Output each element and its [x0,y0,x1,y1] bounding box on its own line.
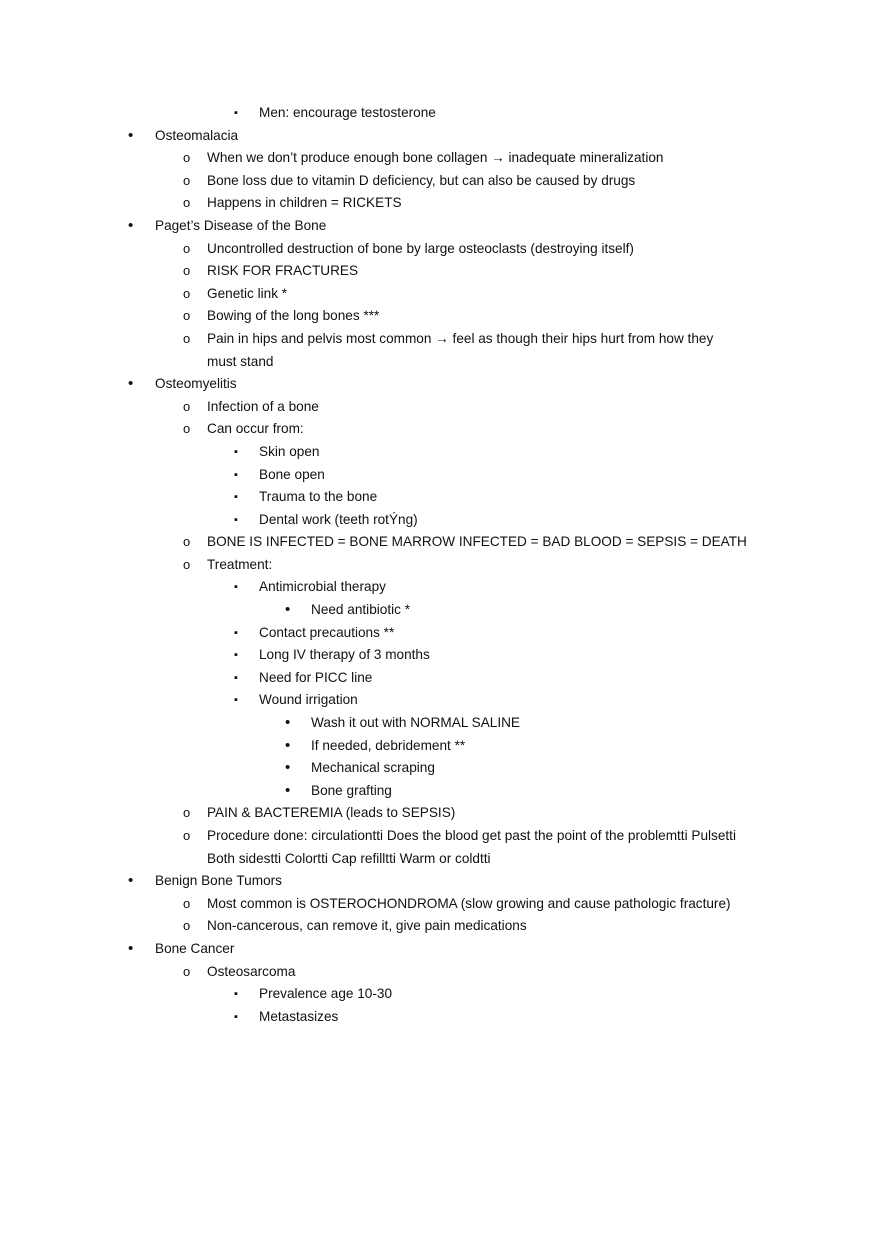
bullet-icon: ▪ [234,671,238,684]
list-item-line [0,283,880,306]
bullet-icon: • [128,216,134,234]
list-item-line [0,215,880,238]
bullet-icon: • [285,781,291,799]
list-item-line [0,486,880,509]
bullet-icon: ▪ [234,491,238,504]
list-item-line [0,735,880,758]
list-item-line [0,328,880,351]
list-item-text: Benign Bone Tumors [155,873,282,889]
list-item-line [0,531,880,554]
bullet-icon: o [183,308,191,324]
bullet-icon: o [183,534,191,550]
list-item-line [0,983,880,1006]
list-item-line [0,147,880,170]
list-item-text: Genetic link * [207,285,288,301]
list-item-line [0,848,880,871]
list-item-line [0,509,880,532]
list-item-line [0,554,880,577]
list-item-text: Osteosarcoma [207,963,296,979]
list-item-line [0,396,880,419]
list-item-line [0,780,880,803]
bullet-icon: o [183,240,191,256]
list-item-line [0,599,880,622]
bullet-icon: o [183,828,191,843]
list-item-line [0,802,880,825]
bullet-icon: o [183,285,191,301]
bullet-icon: ▪ [234,468,238,481]
list-item-text: BONE IS INFECTED = BONE MARROW INFECTED = BAD BLOOD = SEPSIS = DEATH [207,534,747,550]
bullet-icon: o [183,263,191,279]
list-item-text: Wash it out with NORMAL SALINE [311,715,521,731]
list-item-text: Most common is OSTEROCHONDROMA (slow growing and cause pathologic fracture) [207,895,731,911]
bullet-icon: • [128,375,134,393]
list-item-line [0,1006,880,1029]
list-item-text: Mechanical scraping [311,760,435,776]
bullet-icon: • [128,126,134,144]
list-item-text: Need for PICC line [259,669,373,685]
list-item-text: Bone open [259,466,325,482]
list-item-text: Bowing of the long bones *** [207,308,380,324]
list-item-line [0,938,880,961]
list-item-text: Procedure done: circulationtti Does the blood get past the point of the problemtti Pulsetti [207,828,736,843]
list-item-text: Prevalence age 10-30 [259,986,393,1002]
bullet-icon: o [183,805,191,821]
bullet-icon: • [128,872,134,890]
bullet-icon: o [183,918,191,934]
bullet-icon: o [183,330,191,346]
list-item-text: Wound irrigation [259,692,358,708]
bullet-icon: • [285,759,291,777]
bullet-icon: ▪ [234,1010,238,1023]
bullet-icon: o [183,421,191,437]
bullet-icon: • [285,736,291,754]
list-item-line [0,170,880,193]
list-item-line [0,305,880,328]
document-page [0,102,880,1028]
bullet-icon: o [183,398,191,414]
bullet-icon: • [285,601,291,619]
list-item-text: Both sidestti Colortti Cap refilltti Warm or coldtti [207,850,491,866]
list-item-line [0,622,880,645]
list-item-line [0,893,880,916]
bullet-icon: ▪ [234,988,238,1001]
list-item-line [0,667,880,690]
list-item-text: Non-cancerous, can remove it, give pain medications [207,918,527,934]
list-item-line [0,351,880,374]
bullet-icon: o [183,895,191,911]
bullet-icon: ▪ [234,445,238,458]
bullet-icon: o [183,963,191,979]
list-item-line [0,102,880,125]
list-item-line [0,915,880,938]
list-item-text: When we don’t produce enough bone collagen → inadequate mineralization [207,150,664,166]
list-item-text: Osteomyelitis [155,376,237,392]
bullet-icon: ▪ [234,694,238,707]
list-item-line [0,757,880,780]
list-item-text: Paget’s Disease of the Bone [155,217,327,233]
list-item-text: Need antibiotic * [311,602,410,618]
list-item-line [0,961,880,984]
list-item-text: Bone Cancer [155,940,235,956]
bullet-icon: o [183,195,191,211]
bullet-icon: o [183,172,191,188]
list-item-line [0,260,880,283]
bullet-icon: ▪ [234,513,238,526]
list-item-text: Trauma to the bone [259,489,378,505]
list-item-text: Osteomalacia [155,127,239,143]
list-item-text: Men: encourage testosterone [259,105,436,120]
list-item-line [0,441,880,464]
bullet-icon: ▪ [234,107,238,119]
list-item-line [0,464,880,487]
bullet-icon: ▪ [234,649,238,662]
bullet-icon: ▪ [234,626,238,639]
list-item-line [0,192,880,215]
list-item-text: Infection of a bone [207,398,319,414]
list-item-line [0,825,880,848]
list-item-text: Metastasizes [259,1008,339,1024]
list-item-line [0,712,880,735]
bullet-icon: • [128,939,134,957]
list-item-text: Skin open [259,443,320,459]
list-item-text: Uncontrolled destruction of bone by large osteoclasts (destroying itself) [207,240,634,256]
bullet-icon: ▪ [234,581,238,594]
list-item-text: If needed, debridement ** [311,737,466,753]
bullet-icon: • [285,714,291,732]
list-item-line [0,689,880,712]
list-item-line [0,418,880,441]
list-item-text: Pain in hips and pelvis most common → feel as though their hips hurt from how they [207,330,714,346]
list-item-text: Can occur from: [207,421,304,437]
list-item-line [0,373,880,396]
list-item-text: Bone loss due to vitamin D deficiency, but can also be caused by drugs [207,172,636,188]
list-item-text: Happens in children = RICKETS [207,195,402,211]
list-item-text: Treatment: [207,556,273,572]
list-item-text: Long IV therapy of 3 months [259,647,430,663]
list-item-text: Contact precautions ** [259,624,395,640]
list-item-line [0,870,880,893]
list-item-text: PAIN & BACTEREMIA (leads to SEPSIS) [207,805,456,821]
bullet-icon: o [183,556,191,572]
list-item-line [0,644,880,667]
list-item-line [0,125,880,148]
list-item-text: must stand [207,353,274,369]
list-item-text: Antimicrobial therapy [259,579,386,595]
list-item-line [0,238,880,261]
bullet-icon: o [183,150,191,166]
list-item-line [0,576,880,599]
list-item-text: Dental work (teeth rotÝng) [259,511,418,527]
list-item-text: RISK FOR FRACTURES [207,263,359,279]
list-item-text: Bone grafting [311,782,392,798]
